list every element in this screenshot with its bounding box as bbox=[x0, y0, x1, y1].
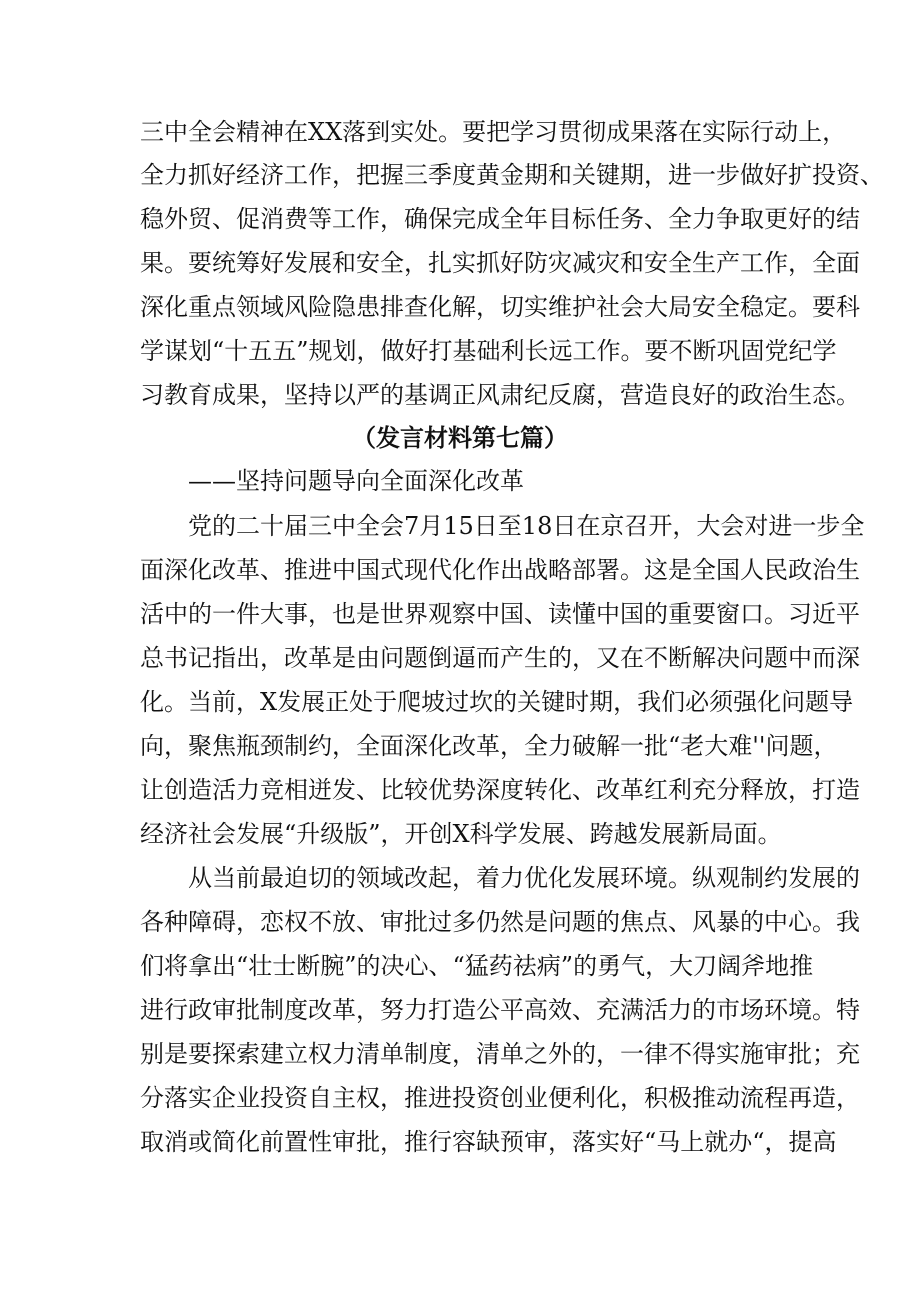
para3-line-3: 们将拿出“壮士断腕”的决心、“猛药祛病”的勇气，大刀阔斧地推 bbox=[140, 952, 814, 980]
para2-line-8: 经济社会发展“升级版”，开创X科学发展、跨越发展新局面。 bbox=[140, 820, 782, 848]
para1-line-7: 习教育成果，坚持以严的基调正风肃纪反腐，营造良好的政治生态。 bbox=[140, 381, 860, 409]
para3-line-4: 进行政审批制度改革，努力打造公平高效、充满活力的市场环境。特 bbox=[140, 996, 860, 1024]
para2-line-6: 向，聚焦瓶颈制约，全面深化改革，全力破解一批“老大难''问题， bbox=[140, 732, 838, 760]
para1-line-3: 稳外贸、促消费等工作，确保完成全年目标任务、全力争取更好的结 bbox=[140, 205, 860, 233]
para3-line-5: 别是要探索建立权力清单制度，清单之外的，一律不得实施审批；充 bbox=[140, 1040, 860, 1068]
subtitle: ——坚持问题导向全面深化改革 bbox=[188, 467, 524, 495]
para1-line-1: 三中全会精神在XX落到实处。要把学习贯彻成果落在实际行动上， bbox=[140, 118, 847, 146]
para3-line-1: 从当前最迫切的领域改起，着力优化发展环境。纵观制约发展的 bbox=[188, 864, 860, 892]
para3-line-6: 分落实企业投资自主权，推进投资创业便利化，积极推动流程再造， bbox=[140, 1084, 860, 1112]
para1-line-2: 全力抓好经济工作，把握三季度黄金期和关键期，进一步做好扩投资、 bbox=[140, 161, 884, 189]
para2-line-5: 化。当前，X发展正处于爬坡过坎的关键时期，我们必须强化问题导 bbox=[140, 688, 854, 716]
para1-line-4: 果。要统筹好发展和安全，扎实抓好防灾减灾和安全生产工作，全面 bbox=[140, 249, 860, 277]
para1-line-5: 深化重点领域风险隐患排查化解，切实维护社会大局安全稳定。要科 bbox=[140, 293, 860, 321]
section-heading: （发言材料第七篇） bbox=[352, 424, 568, 452]
para1-line-6: 学谋划“十五五”规划，做好打基础利长远工作。要不断巩固党纪学 bbox=[140, 337, 837, 365]
para3-line-7: 取消或简化前置性审批，推行容缺预审，落实好“马上就办“，提高 bbox=[140, 1128, 837, 1156]
para2-line-2: 面深化改革、推进中国式现代化作出战略部署。这是全国人民政治生 bbox=[140, 556, 860, 584]
para2-line-4: 总书记指出，改革是由问题倒逼而产生的，又在不断解决问题中而深 bbox=[140, 644, 860, 672]
para2-line-7: 让创造活力竞相迸发、比较优势深度转化、改革红利充分释放，打造 bbox=[140, 776, 860, 804]
para2-line-3: 活中的一件大事，也是世界观察中国、读懂中国的重要窗口。习近平 bbox=[140, 600, 860, 628]
para3-line-2: 各种障碍，恋权不放、审批过多仍然是问题的焦点、风暴的中心。我 bbox=[140, 908, 860, 936]
para2-line-1: 党的二十届三中全会7月15日至18日在京召开，大会对进一步全 bbox=[188, 512, 865, 540]
